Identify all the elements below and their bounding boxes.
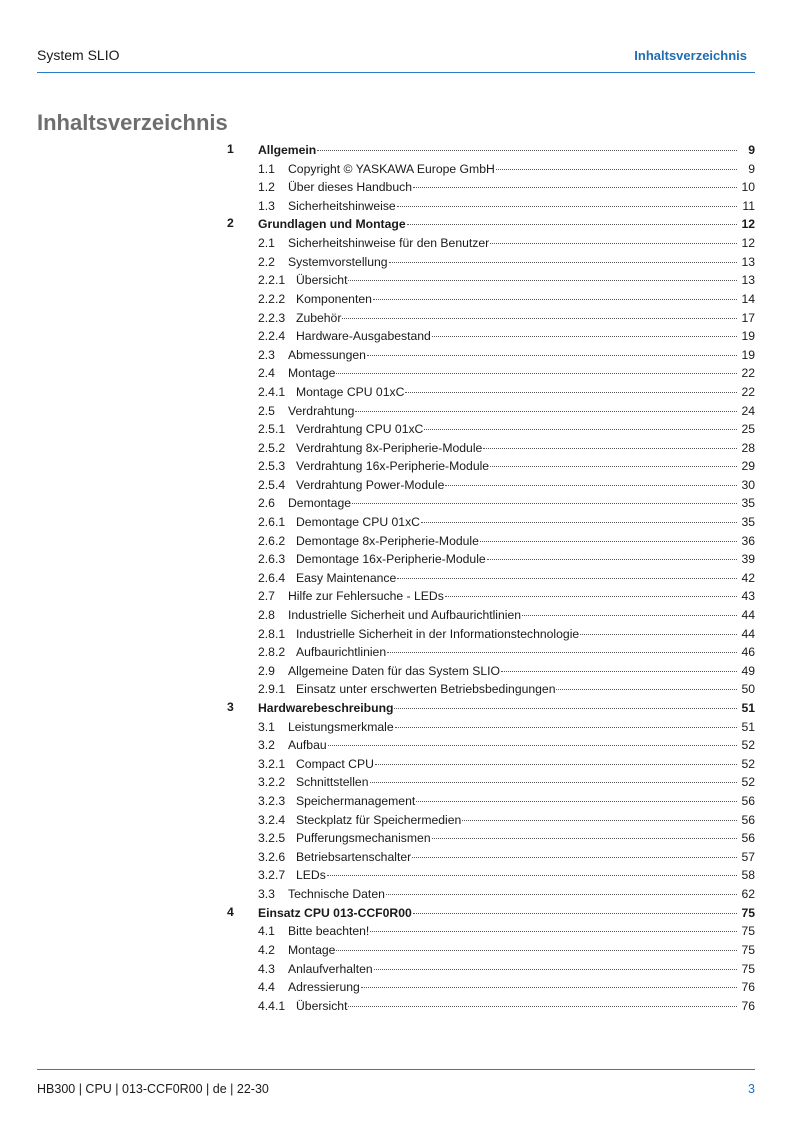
toc-title: Copyright © YASKAWA Europe GmbH — [288, 161, 495, 176]
toc-section-number: 2.6.3 — [258, 552, 286, 567]
toc-page-number: 57 — [741, 849, 755, 864]
toc-section-number: 2.2.3 — [258, 310, 286, 325]
toc-title: Verdrahtung Power-Module — [296, 477, 445, 492]
toc-title: Hardware-Ausgabestand — [296, 329, 431, 344]
toc-title: Verdrahtung — [288, 403, 355, 418]
toc-dot-leader — [395, 714, 737, 728]
toc-dot-leader — [580, 621, 737, 635]
toc-dot-leader — [421, 509, 737, 523]
toc-section-number: 2.7 — [258, 589, 275, 604]
toc-dot-leader — [413, 174, 737, 188]
toc-section-number: 4.1 — [258, 924, 275, 939]
toc-title: Aufbaurichtlinien — [296, 645, 387, 660]
toc-title: Verdrahtung CPU 01xC — [296, 422, 424, 437]
toc-dot-leader — [389, 249, 737, 263]
toc-page-number: 42 — [741, 570, 755, 585]
toc-page-number: 22 — [741, 384, 755, 399]
toc-page-number: 52 — [741, 738, 755, 753]
toc-dot-leader — [501, 658, 737, 672]
toc-section-number: 2.2.1 — [258, 273, 286, 288]
toc-page-number: 19 — [741, 347, 755, 362]
toc-dot-leader — [342, 305, 737, 319]
toc-title: Leistungsmerkmale — [288, 719, 394, 734]
toc-section-number: 2.9 — [258, 663, 275, 678]
toc-title: Easy Maintenance — [296, 570, 397, 585]
toc-dot-leader — [424, 416, 737, 430]
toc-page-number: 56 — [741, 794, 755, 809]
toc-page-number: 11 — [742, 198, 755, 213]
toc-section-number: 3.2.3 — [258, 794, 286, 809]
toc-section-number: 1.3 — [258, 198, 275, 213]
toc-dot-leader — [327, 862, 737, 876]
toc-entry-row[interactable] — [227, 996, 755, 1015]
toc-page-number: 25 — [741, 422, 755, 437]
toc-section-number: 2.5.4 — [258, 477, 286, 492]
toc-title: Allgemeine Daten für das System SLIO — [288, 663, 501, 678]
toc-section-number: 2.6.1 — [258, 515, 286, 530]
toc-dot-leader — [480, 528, 737, 542]
toc-dot-leader — [336, 937, 737, 951]
footer-page-number: 3 — [748, 1082, 755, 1096]
toc-title: Übersicht — [296, 998, 348, 1013]
toc-page-number: 46 — [741, 645, 755, 660]
toc-section-number: 2.5.1 — [258, 422, 286, 437]
footer-divider — [37, 1069, 755, 1070]
toc-title: Bitte beachten! — [288, 924, 370, 939]
toc-section-number: 3.2.4 — [258, 812, 286, 827]
toc-page-number: 12 — [741, 217, 755, 232]
toc-dot-leader — [412, 844, 737, 858]
toc-section-number: 3.2.6 — [258, 849, 286, 864]
toc-page-number: 52 — [741, 756, 755, 771]
toc-page-number: 75 — [741, 942, 755, 957]
toc-dot-leader — [405, 379, 737, 393]
toc-page-number: 9 — [748, 161, 755, 176]
toc-page-number: 75 — [741, 961, 755, 976]
toc-title: Verdrahtung 16x-Peripherie-Module — [296, 459, 490, 474]
toc-page-number: 56 — [741, 812, 755, 827]
toc-dot-leader — [328, 732, 737, 746]
toc-title: Technische Daten — [288, 887, 385, 902]
toc-dot-leader — [394, 695, 737, 709]
toc-section-number: 2.5.2 — [258, 440, 286, 455]
toc-section-number: 2.5.3 — [258, 459, 286, 474]
toc-section-number: 2.2.2 — [258, 291, 286, 306]
toc-dot-leader — [496, 156, 737, 170]
toc-title: Pufferungsmechanismen — [296, 831, 431, 846]
toc-section-number: 3.3 — [258, 887, 275, 902]
toc-dot-leader — [522, 602, 737, 616]
toc-chapter-number: 3 — [227, 700, 234, 714]
toc-dot-leader — [348, 267, 737, 281]
toc-section-number: 3.2.7 — [258, 868, 286, 883]
toc-dot-leader — [556, 676, 737, 690]
toc-dot-leader — [367, 342, 737, 356]
toc-title: Steckplatz für Speichermedien — [296, 812, 462, 827]
header-divider — [37, 72, 755, 73]
toc-page-number: 56 — [741, 831, 755, 846]
toc-dot-leader — [361, 974, 737, 988]
toc-title: Industrielle Sicherheit und Aufbaurichtlinien — [288, 608, 522, 623]
toc-section-number: 2.6.4 — [258, 570, 286, 585]
toc-title: Speichermanagement — [296, 794, 416, 809]
toc-title: Adressierung — [288, 980, 360, 995]
toc-title: Compact CPU — [296, 756, 374, 771]
toc-title: Demontage 8x-Peripherie-Module — [296, 533, 479, 548]
toc-title: Einsatz unter erschwerten Betriebsbedingungen — [296, 682, 556, 697]
toc-page-number: 13 — [741, 273, 755, 288]
toc-section-number: 2.8.2 — [258, 645, 286, 660]
toc-title: Hilfe zur Fehlersuche - LEDs — [288, 589, 444, 604]
toc-section-number: 2.2 — [258, 254, 275, 269]
toc-title: Abmessungen — [288, 347, 366, 362]
toc-page-number: 29 — [741, 459, 755, 474]
toc-section-number: 1.2 — [258, 180, 275, 195]
toc-title: Aufbau — [288, 738, 327, 753]
toc-page-number: 50 — [741, 682, 755, 697]
toc-section-number: 2.6 — [258, 496, 275, 511]
toc-title: Betriebsartenschalter — [296, 849, 412, 864]
toc-section-number: 4.4.1 — [258, 998, 286, 1013]
header-section-title: Inhaltsverzeichnis — [634, 48, 747, 63]
toc-dot-leader — [374, 956, 737, 970]
toc-dot-leader — [462, 807, 737, 821]
toc-chapter-number: 2 — [227, 216, 234, 231]
toc-dot-leader — [317, 137, 737, 151]
toc-dot-leader — [386, 881, 737, 895]
toc-chapter-number: 1 — [227, 142, 234, 156]
toc-dot-leader — [348, 993, 737, 1007]
toc-section-number: 2.9.1 — [258, 682, 286, 697]
toc-dot-leader — [375, 751, 737, 765]
toc-section-number: 4.3 — [258, 961, 275, 976]
toc-page-number: 39 — [741, 552, 755, 567]
toc-title: Montage — [288, 366, 336, 381]
toc-dot-leader — [370, 918, 737, 932]
toc-section-number: 3.2.2 — [258, 775, 286, 790]
toc-title: Hardwarebeschreibung — [258, 701, 394, 715]
toc-dot-leader — [416, 788, 737, 802]
toc-dot-leader — [432, 825, 737, 839]
toc-page-number: 51 — [741, 701, 755, 715]
toc-section-number: 3.1 — [258, 719, 275, 734]
toc-section-number: 2.4 — [258, 366, 275, 381]
toc-section-number: 2.2.4 — [258, 329, 286, 344]
toc-section-number: 2.8.1 — [258, 626, 286, 641]
toc-section-number: 3.2 — [258, 738, 275, 753]
toc-title: Montage CPU 01xC — [296, 384, 405, 399]
toc-title: Systemvorstellung — [288, 254, 388, 269]
toc-section-number: 3.2.5 — [258, 831, 286, 846]
toc-page-number: 35 — [741, 496, 755, 511]
toc-section-number: 2.8 — [258, 608, 275, 623]
toc-dot-leader — [397, 193, 737, 207]
toc-page-number: 62 — [741, 887, 755, 902]
toc-title: Anlaufverhalten — [288, 961, 373, 976]
toc-title: Verdrahtung 8x-Peripherie-Module — [296, 440, 483, 455]
toc-page-number: 14 — [741, 291, 755, 306]
toc-title: Demontage — [288, 496, 352, 511]
toc-section-number: 3.2.1 — [258, 756, 286, 771]
toc-page-number: 49 — [741, 663, 755, 678]
toc-dot-leader — [370, 769, 738, 783]
toc-page-number: 10 — [741, 180, 755, 195]
toc-page-number: 19 — [741, 329, 755, 344]
toc-title: Sicherheitshinweise für den Benutzer — [288, 236, 490, 251]
header-product-name: System SLIO — [37, 47, 120, 63]
toc-page-number: 43 — [741, 589, 755, 604]
toc-dot-leader — [487, 546, 737, 560]
footer-document-id: HB300 | CPU | 013-CCF0R00 | de | 22-30 — [37, 1082, 269, 1096]
toc-dot-leader — [413, 900, 737, 914]
toc-title: Schnittstellen — [296, 775, 369, 790]
toc-dot-leader — [352, 490, 737, 504]
toc-chapter-number: 4 — [227, 904, 234, 919]
toc-dot-leader — [336, 360, 737, 374]
toc-page-number: 12 — [741, 236, 755, 251]
toc-title: Über dieses Handbuch — [288, 180, 412, 195]
toc-dot-leader — [397, 565, 737, 579]
toc-dot-leader — [445, 583, 737, 597]
toc-page-number: 9 — [748, 143, 755, 157]
toc-page-number: 52 — [741, 775, 755, 790]
toc-page-number: 75 — [741, 905, 755, 920]
toc-section-number: 4.2 — [258, 942, 275, 957]
toc-dot-leader — [373, 286, 737, 300]
toc-page-number: 22 — [741, 366, 755, 381]
toc-title: LEDs — [296, 868, 326, 883]
toc-section-number: 2.4.1 — [258, 384, 286, 399]
toc-section-number: 4.4 — [258, 980, 275, 995]
toc-page-number: 28 — [741, 440, 755, 455]
toc-dot-leader — [445, 472, 737, 486]
table-of-contents — [227, 140, 755, 1014]
toc-title: Einsatz CPU 013-CCF0R00 — [258, 905, 412, 920]
toc-dot-leader — [432, 323, 737, 337]
toc-page-number: 44 — [741, 626, 755, 641]
toc-section-number: 2.1 — [258, 236, 275, 251]
toc-page-number: 24 — [741, 403, 755, 418]
toc-title: Industrielle Sicherheit in der Informationstechnologie — [296, 626, 580, 641]
toc-title: Demontage CPU 01xC — [296, 515, 420, 530]
toc-page-number: 30 — [741, 477, 755, 492]
toc-title: Übersicht — [296, 273, 348, 288]
toc-section-number: 1.1 — [258, 161, 275, 176]
toc-page-number: 58 — [741, 868, 755, 883]
toc-title: Allgemein — [258, 143, 317, 157]
toc-page-number: 76 — [741, 980, 755, 995]
toc-page-number: 36 — [741, 533, 755, 548]
toc-page-number: 75 — [741, 924, 755, 939]
toc-dot-leader — [387, 639, 737, 653]
toc-page-number: 51 — [741, 719, 755, 734]
toc-title: Demontage 16x-Peripherie-Module — [296, 552, 486, 567]
toc-page-number: 13 — [741, 254, 755, 269]
toc-page-number: 35 — [741, 515, 755, 530]
toc-title: Grundlagen und Montage — [258, 217, 406, 232]
page-title: Inhaltsverzeichnis — [37, 110, 228, 135]
toc-dot-leader — [483, 435, 737, 449]
toc-title: Zubehör — [296, 310, 342, 325]
toc-title: Sicherheitshinweise — [288, 198, 396, 213]
toc-entry — [258, 996, 755, 1016]
toc-dot-leader — [407, 211, 737, 225]
toc-section-number: 2.6.2 — [258, 533, 286, 548]
toc-page-number: 44 — [741, 608, 755, 623]
toc-dot-leader — [490, 230, 737, 244]
toc-section-number: 2.5 — [258, 403, 275, 418]
toc-dot-leader — [355, 398, 737, 412]
toc-title: Komponenten — [296, 291, 372, 306]
toc-title: Montage — [288, 942, 336, 957]
toc-page-number: 17 — [741, 310, 755, 325]
toc-dot-leader — [490, 453, 737, 467]
toc-page-number: 76 — [741, 998, 755, 1013]
toc-section-number: 2.3 — [258, 347, 275, 362]
